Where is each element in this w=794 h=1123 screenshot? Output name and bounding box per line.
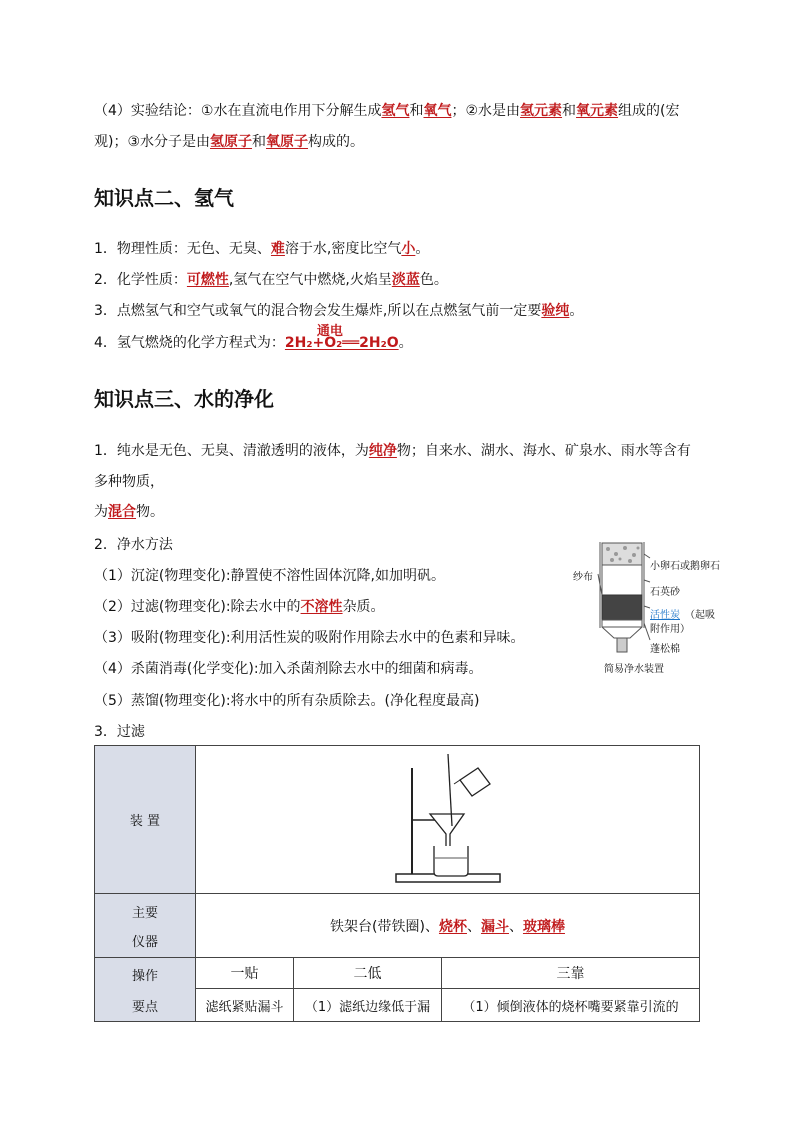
text: ；②水是由	[451, 103, 521, 119]
cell-three-lean: （1）倾倒液体的烧杯嘴要紧靠引流的	[442, 989, 700, 1022]
table-row-instruments	[95, 894, 700, 958]
text: 观)；③水分子是由	[94, 134, 211, 150]
method-filtration	[94, 598, 385, 616]
answer-hydrogen: 氢气	[381, 103, 410, 119]
label-carbon-note-1: （起吸	[685, 610, 715, 621]
text: 和	[252, 134, 267, 150]
text: 1．纯水是无色、无臭、清澈透明的液体，为	[94, 443, 369, 459]
filtration-table	[94, 745, 700, 1022]
instruments-cell	[196, 894, 700, 958]
answer-hydrogen-element: 氢元素	[520, 103, 563, 119]
hydrogen-physical	[94, 240, 429, 258]
label-line: 操作	[131, 968, 158, 984]
label-sand: 石英砂	[650, 587, 680, 598]
conclusion-line-2	[94, 133, 364, 151]
text: 和	[409, 103, 424, 119]
answer-glass-rod: 玻璃棒	[522, 918, 565, 935]
answer-oxygen-element: 氧元素	[576, 103, 619, 119]
label-cotton: 蓬松棉	[650, 644, 680, 655]
conclusion-line-1	[94, 102, 680, 120]
text: ,氢气在空气中燃烧,火焰呈	[228, 272, 392, 288]
row-label-key-points	[95, 958, 196, 1022]
text: 3．点燃氢气和空气或氧气的混合物会发生爆炸,所以在点燃氢气前一定要	[94, 303, 542, 319]
text: 1．物理性质：无色、无臭、	[94, 241, 271, 257]
section-heading-purification: 知识点三、水的净化	[94, 387, 274, 411]
filtration-title: 3．过滤	[94, 724, 145, 740]
text: 铁架台(带铁圈)、	[330, 918, 439, 935]
label-carbon-note-2: 附作用）	[650, 624, 690, 635]
answer: 小	[401, 241, 416, 257]
table-row-key-points-head	[95, 958, 700, 989]
pure-water-line-3	[94, 503, 164, 521]
filtration-apparatus-drawing	[378, 750, 518, 890]
label-line: 主要	[131, 905, 158, 921]
purify-methods-title: 2．净水方法	[94, 537, 173, 553]
pure-water-line-2: 多种物质，	[94, 474, 164, 490]
cell-one-stick: 滤纸紧贴漏斗	[196, 989, 294, 1022]
text: 溶于水,密度比空气	[284, 241, 402, 257]
hydrogen-equation-line	[94, 324, 413, 352]
hydrogen-chemical	[94, 271, 448, 289]
text: 。	[569, 303, 584, 319]
text: （2）过滤(物理变化):除去水中的	[94, 599, 301, 615]
text: （4）实验结论：①水在直流电作用下分解生成	[94, 103, 382, 119]
pure-water-line-1	[94, 442, 691, 460]
method-sedimentation: （1）沉淀(物理变化):静置使不溶性固体沉降,如加明矾。	[94, 568, 445, 584]
answer: 不溶性	[300, 599, 343, 615]
table-row-apparatus	[95, 746, 700, 894]
answer: 可燃性	[186, 272, 229, 288]
answer: 难	[270, 241, 285, 257]
label-carbon: 活性炭	[650, 610, 680, 621]
apparatus-figure-cell	[196, 746, 700, 894]
text: 物。	[136, 504, 164, 520]
answer: 纯净	[368, 443, 397, 459]
equation-condition: 通电	[316, 324, 343, 339]
row-label-instruments	[95, 894, 196, 958]
row-label-apparatus: 装 置	[95, 746, 196, 894]
method-distillation: （5）蒸馏(物理变化):将水中的所有杂质除去。(净化程度最高)	[94, 693, 480, 709]
answer-funnel: 漏斗	[480, 918, 509, 935]
text: 。	[415, 241, 430, 257]
answer-hydrogen-atom: 氢原子	[210, 134, 253, 150]
text: 4．氢气燃烧的化学方程式为：	[94, 335, 285, 351]
label-line: 仪器	[131, 934, 158, 950]
diagram-caption: 简易净水装置	[604, 664, 664, 675]
text: 杂质。	[342, 599, 385, 615]
cell-two-low: （1）滤纸边缘低于漏	[294, 989, 442, 1022]
text: 、	[508, 918, 523, 935]
chemical-equation	[284, 324, 399, 352]
text: 。	[398, 335, 413, 351]
label-gauze: 纱布	[573, 572, 593, 583]
answer: 验纯	[541, 303, 570, 319]
answer-oxygen: 氧气	[423, 103, 452, 119]
text: 构成的。	[308, 134, 365, 150]
text: 、	[466, 918, 481, 935]
text: 组成的(宏	[618, 103, 680, 119]
text: 2．化学性质：	[94, 272, 187, 288]
answer-beaker: 烧杯	[438, 918, 467, 935]
text: 色。	[419, 272, 448, 288]
label-pebble: 小卵石或鹅卵石	[650, 561, 720, 572]
text: 和	[562, 103, 577, 119]
hydrogen-explosion	[94, 302, 583, 320]
answer-oxygen-atom: 氧原子	[266, 134, 309, 150]
method-adsorption: （3）吸附(物理变化):利用活性炭的吸附作用除去水中的色素和异味。	[94, 630, 525, 646]
equation: 2H₂+O₂══2H₂O	[284, 335, 399, 351]
label-line: 要点	[131, 999, 158, 1015]
header-two-low: 二低	[294, 958, 442, 989]
answer: 淡蓝	[391, 272, 420, 288]
text: 为	[94, 504, 108, 520]
text: 物；自来水、湖水、海水、矿泉水、雨水等含有	[396, 443, 691, 459]
header-three-lean: 三靠	[442, 958, 700, 989]
water-purifier-diagram	[570, 540, 730, 685]
answer: 混合	[108, 504, 136, 520]
section-heading-hydrogen: 知识点二、氢气	[94, 186, 234, 210]
method-disinfection: （4）杀菌消毒(化学变化):加入杀菌剂除去水中的细菌和病毒。	[94, 661, 483, 677]
header-one-stick: 一贴	[196, 958, 294, 989]
